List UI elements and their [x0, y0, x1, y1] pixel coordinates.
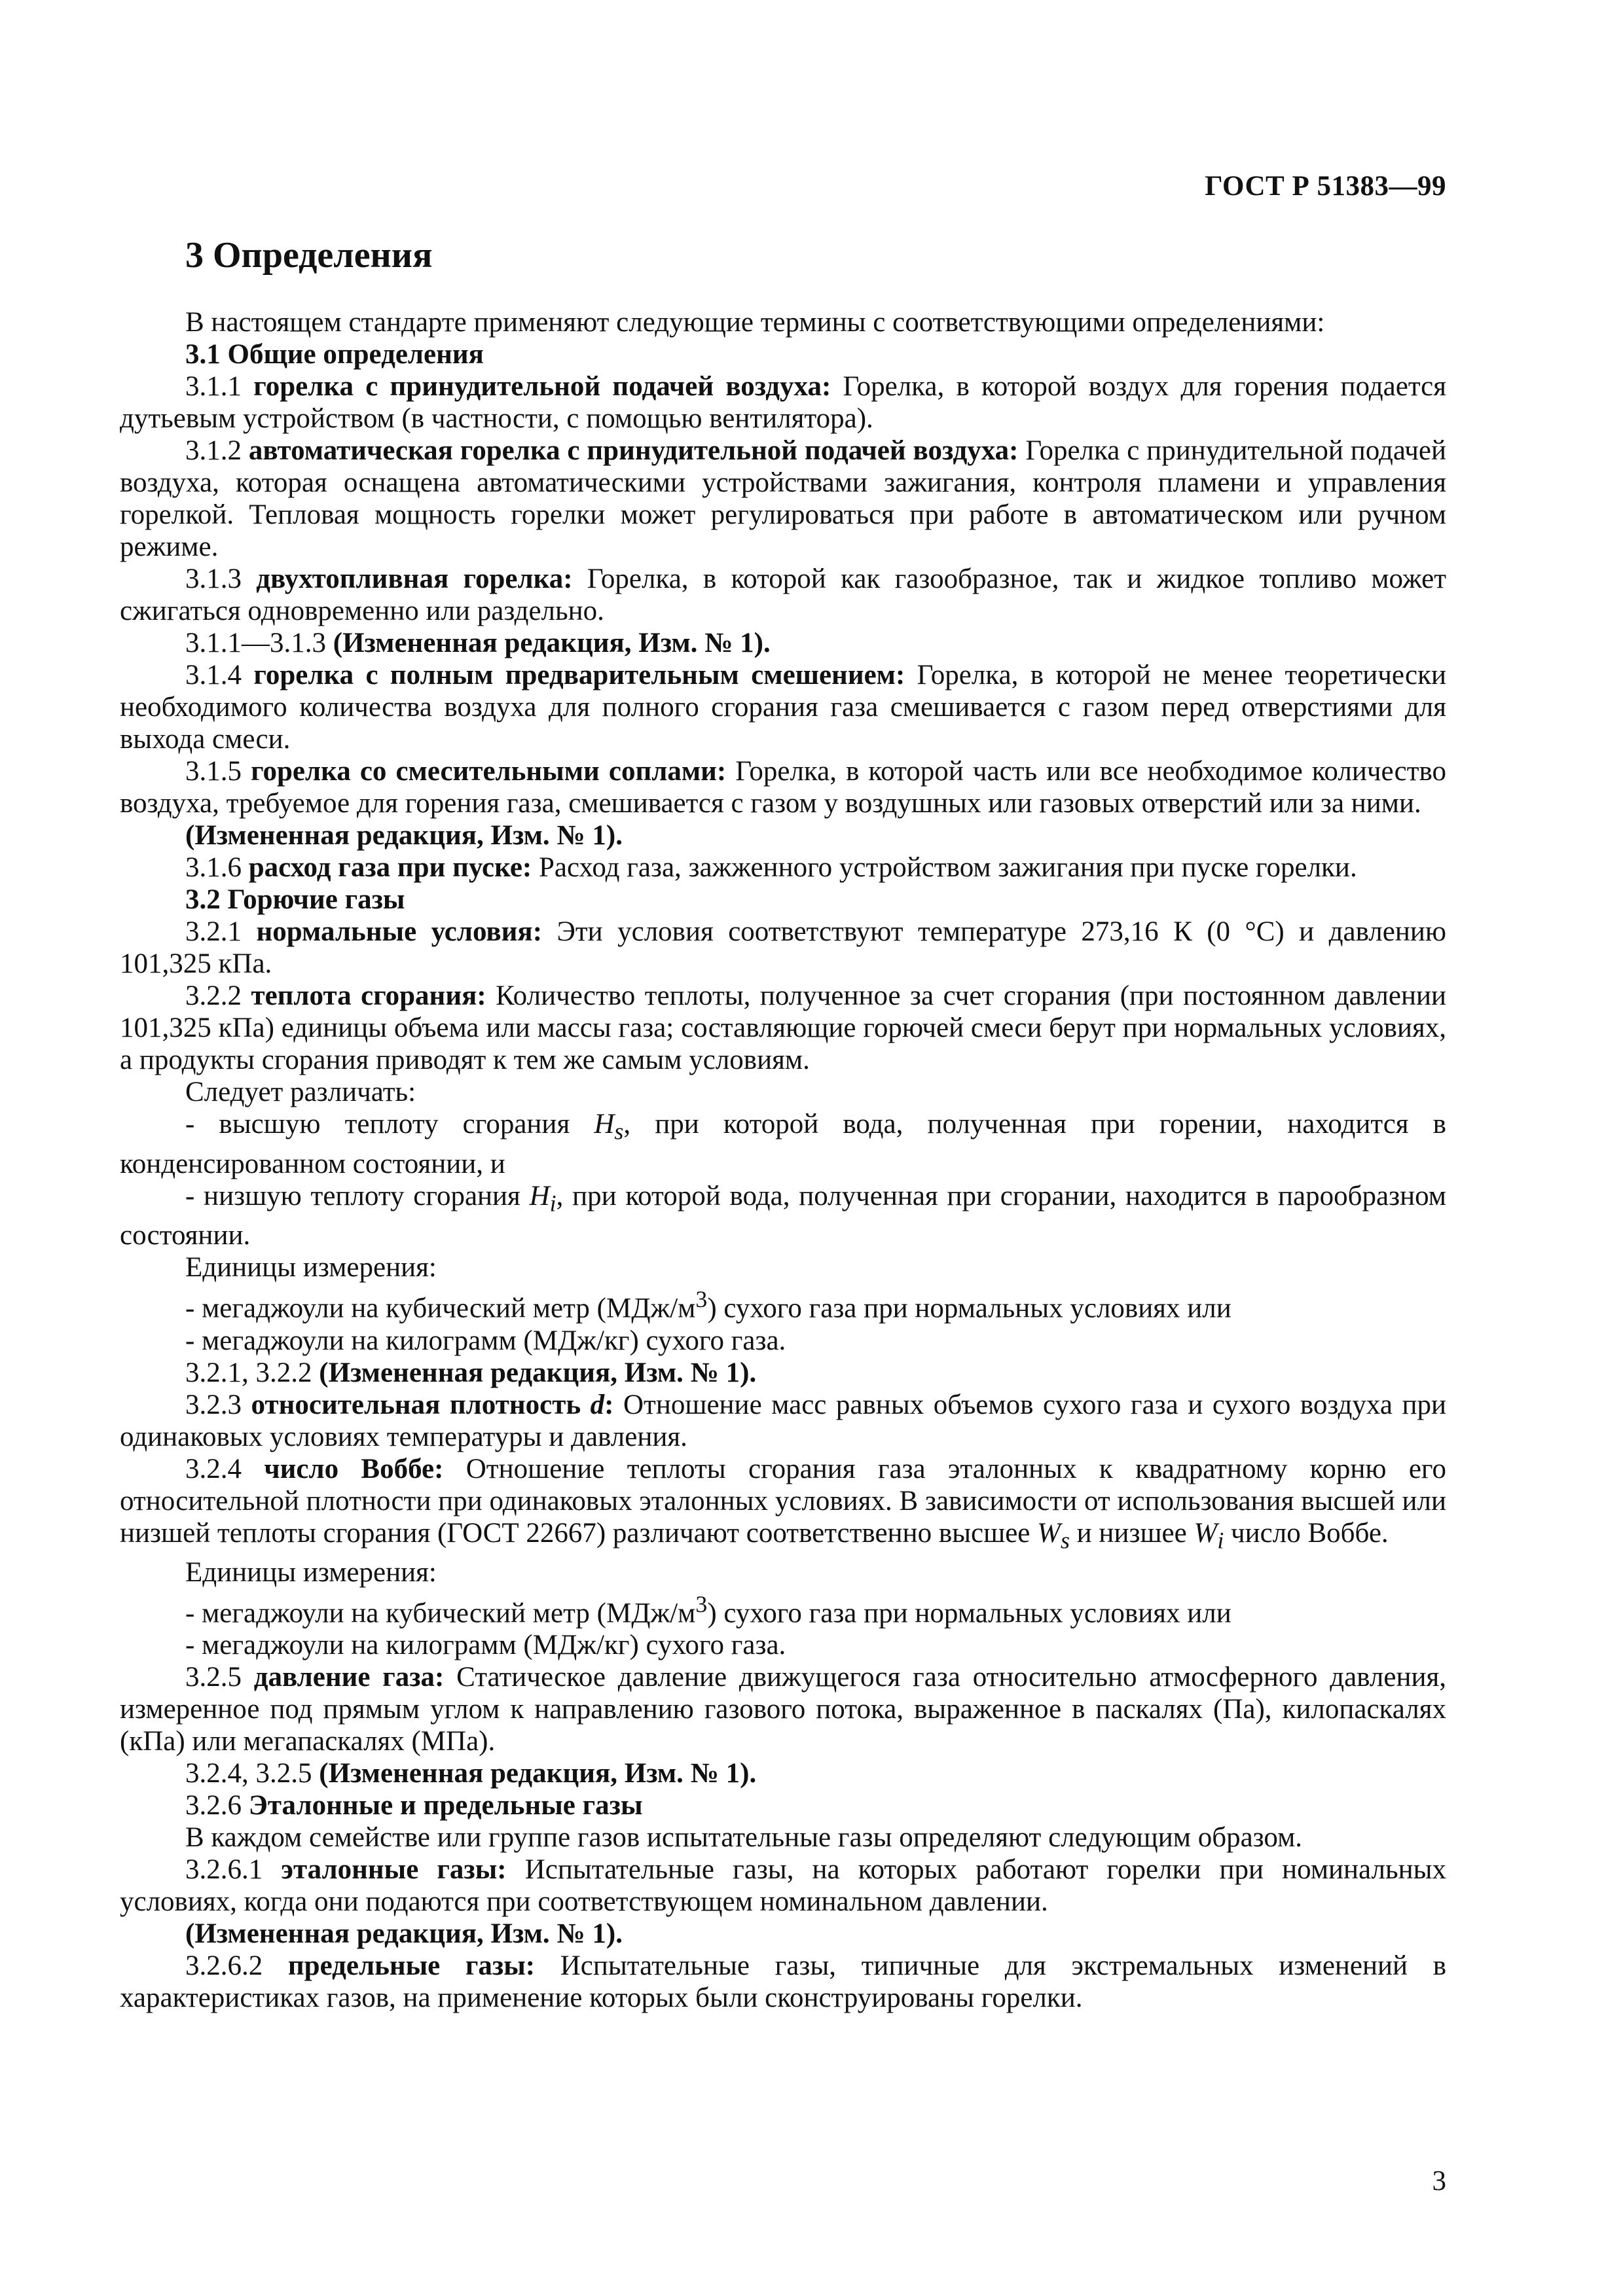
- definition-number: 3.2.4: [185, 1453, 264, 1484]
- amendment-ref: 3.2.1, 3.2.2: [185, 1357, 319, 1388]
- definition-term: расход газа при пуске:: [248, 852, 532, 883]
- intro-paragraph: В настоящем стандарте применяют следующие термины с соответствующими определениями:: [185, 307, 1325, 338]
- definition-number: 3.2.3: [185, 1389, 251, 1420]
- subsection-heading-3-2: 3.2 Горючие газы: [185, 884, 405, 915]
- amendment-text: (Измененная редакция, Изм. № 1).: [333, 628, 771, 658]
- symbol-d: d: [590, 1389, 605, 1420]
- units-label: Единицы измерения:: [185, 1252, 437, 1283]
- definition-text: Горелка, в которой не менее теоретически необходимого количества воздуха для полного сгорания газа смешивается с газом перед отверстиями для выхода смеси.: [120, 660, 1447, 755]
- definition-term: число Воббе:: [264, 1453, 444, 1484]
- definition-text: Количество теплоты, полученное за счет сгорания (при постоянном давлении 101,325 кПа) единицы объема или массы газа; составляющие горючей смеси берут при нормальных условиях, а продукты сгорания приводят к тем же самым условиям.: [120, 980, 1447, 1075]
- definition-text: Горелка с принудительной подачей воздуха, которая оснащена автоматическими устройствами зажигания, контроля пламени и управления горелкой. Тепловая мощность горелки может регулироваться при работе в автоматическом или ручном режиме.: [120, 435, 1447, 562]
- definition-number: 3.2.6.2: [185, 1950, 288, 1982]
- item-text: , при которой вода, полученная при сгорании, находится в парообразном состоянии.: [120, 1180, 1446, 1251]
- definition-text: Испытательные газы, на которых работают горелки при номинальных условиях, когда они подаются при соответствующем номинальном давлении.: [120, 1854, 1446, 1918]
- definition-number: 3.1.4: [185, 660, 254, 691]
- amendment-note: [120, 1357, 1446, 1389]
- definition-3-2-1: [120, 916, 1446, 980]
- amendment-note: (Измененная редакция, Изм. № 1).: [185, 1918, 623, 1950]
- definition-number: 3.2.6.1: [185, 1854, 282, 1886]
- definition-3-2-3: [120, 1389, 1446, 1453]
- paragraph-3-2-6: В каждом семействе или группе газов испытательные газы определяют следующим образом.: [185, 1822, 1303, 1854]
- definition-term: относительная плотность: [251, 1389, 591, 1420]
- symbol-w: W: [1037, 1517, 1061, 1549]
- definition-text: Расход газа, зажженного устройством зажигания при пуске горелки.: [532, 852, 1357, 883]
- units-item-kg: - мегаджоули на килограмм (МДж/кг) сухого газа.: [185, 1630, 786, 1661]
- definition-text: Отношение теплоты сгорания газа эталонных к квадратному корню его относительной плотности при одинаковых эталонных условиях. В зависимости от использования высшей или низшей теплоты сгорания (ГОСТ 22667) различают соответственно высшее: [120, 1453, 1446, 1549]
- definition-3-1-6: [120, 852, 1446, 884]
- definition-term: давление газа:: [253, 1662, 445, 1693]
- symbol-h: H: [529, 1180, 550, 1211]
- definition-text: Горелка, в которой часть или все необходимое количество воздуха, требуемое для горения газа, смешивается с газом у воздушных или газовых отверстий или за ними.: [120, 756, 1446, 819]
- definition-number: 3.1.6: [185, 852, 249, 883]
- definition-text: Статическое давление движущегося газа относительно атмосферного давления, измеренное под прямым углом к направлению газового потока, выраженное в паскалях (Па), килопаскалях (кПа) или мегапаскалях (МПа).: [120, 1662, 1447, 1757]
- item-text: ) сухого газа при нормальных условиях или: [707, 1293, 1231, 1324]
- document-code: ГОСТ Р 51383—99: [1205, 171, 1446, 202]
- superscript: 3: [695, 1591, 708, 1618]
- document-body: [120, 306, 1446, 2014]
- symbol-subscript: s: [1060, 1527, 1070, 1554]
- definition-term: предельные газы:: [287, 1950, 536, 1982]
- item-text: - низшую теплоту сгорания: [185, 1180, 530, 1211]
- definition-number: 3.2.2: [185, 980, 251, 1011]
- amendment-note: [120, 627, 1446, 659]
- definition-term: горелка со смесительными соплами:: [251, 756, 727, 787]
- symbol-subscript: s: [614, 1118, 624, 1145]
- item-text: , при которой вода, полученная при горении, находится в конденсированном состоянии, и: [120, 1109, 1446, 1179]
- definition-text: и низшее: [1069, 1517, 1194, 1549]
- superscript: 3: [695, 1286, 708, 1313]
- symbol-w: W: [1194, 1517, 1218, 1549]
- definition-number: 3.1.2: [185, 435, 249, 466]
- amendment-note: [120, 1757, 1446, 1789]
- amendment-ref: 3.2.4, 3.2.5: [185, 1758, 319, 1789]
- term-colon: :: [604, 1389, 614, 1420]
- higher-heat-item: [120, 1108, 1446, 1180]
- definition-text: Эти условия соответствуют температуре 273,16 К (0 °С) и давлению 101,325 кПа.: [120, 916, 1446, 979]
- amendment-text: (Измененная редакция, Изм. № 1).: [319, 1357, 757, 1388]
- definition-number: 3.1.5: [185, 756, 251, 787]
- definition-number: 3.2.1: [185, 916, 257, 947]
- definition-text: Отношение масс равных объемов сухого газа и сухого воздуха при одинаковых условиях температуры и давления.: [120, 1389, 1447, 1452]
- definition-3-2-2: [120, 980, 1446, 1076]
- definition-text: Испытательные газы, типичные для экстремальных изменений в характеристиках газов, на применение которых были сконструированы горелки.: [120, 1950, 1447, 2014]
- definition-term: теплота сгорания:: [251, 980, 486, 1011]
- definition-number: 3.2.5: [185, 1662, 254, 1693]
- definition-3-1-4: [120, 659, 1446, 755]
- symbol-h: H: [594, 1109, 615, 1139]
- subsection-heading-3-2-6: [120, 1789, 1446, 1821]
- item-text: - мегаджоули на кубический метр (МДж/м: [185, 1293, 696, 1324]
- page-number: 3: [1432, 2166, 1446, 2197]
- units-label: Единицы измерения:: [185, 1557, 437, 1588]
- definition-3-1-5: [120, 755, 1446, 819]
- definition-3-1-3: [120, 563, 1446, 627]
- definition-text: Горелка, в которой воздух для горения подается дутьевым устройством (в частности, с помощью вентилятора).: [120, 371, 1447, 434]
- definition-3-1-2: [120, 435, 1446, 563]
- units-item-m3: [120, 1283, 1446, 1324]
- units-item-kg: - мегаджоули на килограмм (МДж/кг) сухого газа.: [185, 1325, 786, 1356]
- amendment-ref: 3.1.1—3.1.3: [185, 628, 333, 658]
- definition-3-1-1: [120, 370, 1446, 435]
- lower-heat-item: [120, 1180, 1446, 1252]
- item-text: ) сухого газа при нормальных условиях или: [707, 1598, 1231, 1629]
- definition-3-2-6-1: [120, 1854, 1446, 1918]
- symbol-subscript: i: [1217, 1527, 1224, 1554]
- definition-term: горелка с полным предварительным смешением:: [253, 660, 905, 691]
- definition-3-2-6-2: [120, 1950, 1446, 2014]
- definition-text: Горелка, в которой как газообразное, так и жидкое топливо может сжигаться одновременно или раздельно.: [120, 564, 1446, 626]
- definition-number: 3.1.3: [185, 564, 257, 594]
- definition-term: эталонные газы:: [281, 1854, 507, 1886]
- distinguish-line: Следует различать:: [185, 1077, 416, 1107]
- definition-3-2-5: [120, 1661, 1446, 1757]
- definition-3-2-4: [120, 1453, 1446, 1557]
- definition-term: горелка с принудительной подачей воздуха:: [253, 371, 831, 402]
- symbol-subscript: i: [549, 1190, 556, 1217]
- subsection-heading-3-1: 3.1 Общие определения: [185, 339, 484, 370]
- definition-text: число Воббе.: [1224, 1517, 1389, 1549]
- definition-term: двухтопливная горелка:: [256, 564, 573, 594]
- item-text: - высшую теплоту сгорания: [185, 1109, 594, 1139]
- units-item-m3: [120, 1588, 1446, 1629]
- subsection-title: Эталонные и предельные газы: [248, 1790, 643, 1821]
- definition-term: нормальные условия:: [256, 916, 543, 947]
- definition-term: автоматическая горелка с принудительной подачей воздуха:: [248, 435, 1019, 466]
- item-text: - мегаджоули на кубический метр (МДж/м: [185, 1598, 696, 1629]
- definition-number: 3.2.6: [185, 1790, 249, 1821]
- amendment-text: (Измененная редакция, Изм. № 1).: [319, 1758, 757, 1789]
- section-title: 3 Определения: [185, 235, 433, 276]
- amendment-note: (Измененная редакция, Изм. № 1).: [185, 820, 623, 851]
- definition-number: 3.1.1: [185, 371, 254, 402]
